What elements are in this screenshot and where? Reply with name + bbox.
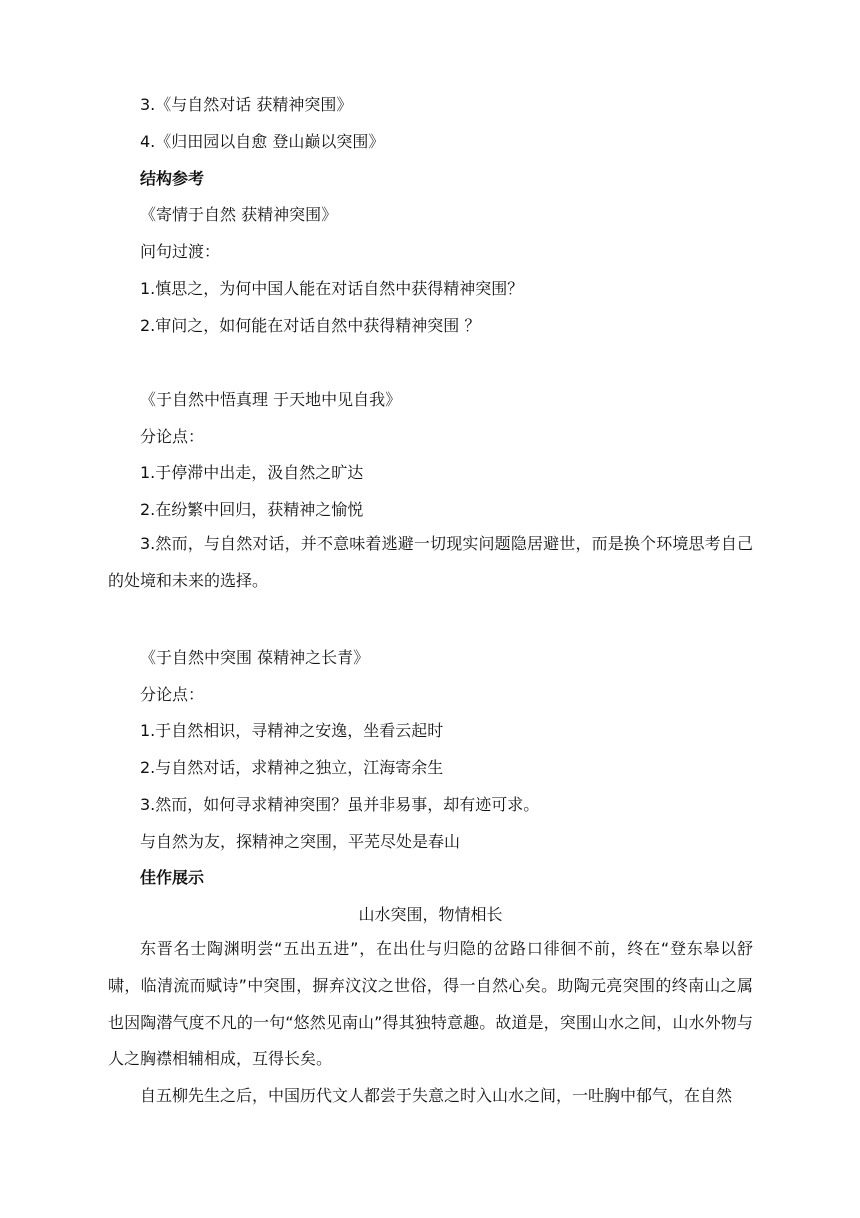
- sub-argument-2-1: 1.于自然相识，寻精神之安逸，坐看云起时: [140, 721, 444, 740]
- essay-title-3: 《于自然中突围 葆精神之长青》: [140, 648, 370, 667]
- section-heading-structure: 结构参考: [140, 169, 205, 188]
- essay-title: 山水突围，物情相长: [358, 905, 503, 924]
- essay-paragraph-1: 东晋名士陶渊明尝“五出五进”，在出仕与归隐的岔路口徘徊不前，终在“登东皋以舒啸，临清流而赋诗”中突围，摒弃汶汶之世俗，得一自然心矣。助陶元亮突围的终南山之属也因陶潜气度不凡的一句“悠然见南山”得其独特意趣。故道是，突围山水之间，山水外物与人之胸襟相辅相成，互得长矣。: [108, 939, 753, 1069]
- sub-argument-2-2: 2.与自然对话，求精神之独立，江海寄余生: [140, 758, 444, 777]
- label-sub-arguments-2: 分论点：: [140, 685, 205, 704]
- sub-argument-1-2: 2.在纷繁中回归，获精神之愉悦: [140, 500, 364, 519]
- outline-item-3: 3.《与自然对话 获精神突围》: [140, 95, 353, 114]
- essay-title-1: 《寄情于自然 获精神突围》: [140, 205, 338, 224]
- sub-argument-2-3: 3.然而，如何寻求精神突围？虽并非易事，却有迹可求。: [140, 795, 540, 814]
- question-item-1: 1.慎思之，为何中国人能在对话自然中获得精神突围？: [140, 279, 524, 298]
- label-question-transition: 问句过渡：: [140, 242, 221, 261]
- sub-argument-1-3: 3.然而，与自然对话，并不意味着逃避一切现实问题隐居避世，而是换个环境思考自己的处境和未来的选择。: [108, 534, 753, 590]
- question-item-2: 2.审问之，如何能在对话自然中获得精神突围 ？: [140, 316, 481, 335]
- sub-argument-1-1: 1.于停滞中出走，汲自然之旷达: [140, 463, 364, 482]
- essay-title-2: 《于自然中悟真理 于天地中见自我》: [140, 390, 402, 409]
- outline-item-4: 4.《归田园以自愈 登山巅以突围》: [140, 132, 385, 151]
- section-heading-showcase: 佳作展示: [140, 868, 205, 887]
- essay-paragraph-2: 自五柳先生之后，中国历代文人都尝于失意之时入山水之间，一吐胸中郁气，在自然: [140, 1086, 733, 1105]
- label-sub-arguments-1: 分论点：: [140, 427, 205, 446]
- conclusion-line: 与自然为友，探精神之突围，平芜尽处是春山: [140, 832, 461, 851]
